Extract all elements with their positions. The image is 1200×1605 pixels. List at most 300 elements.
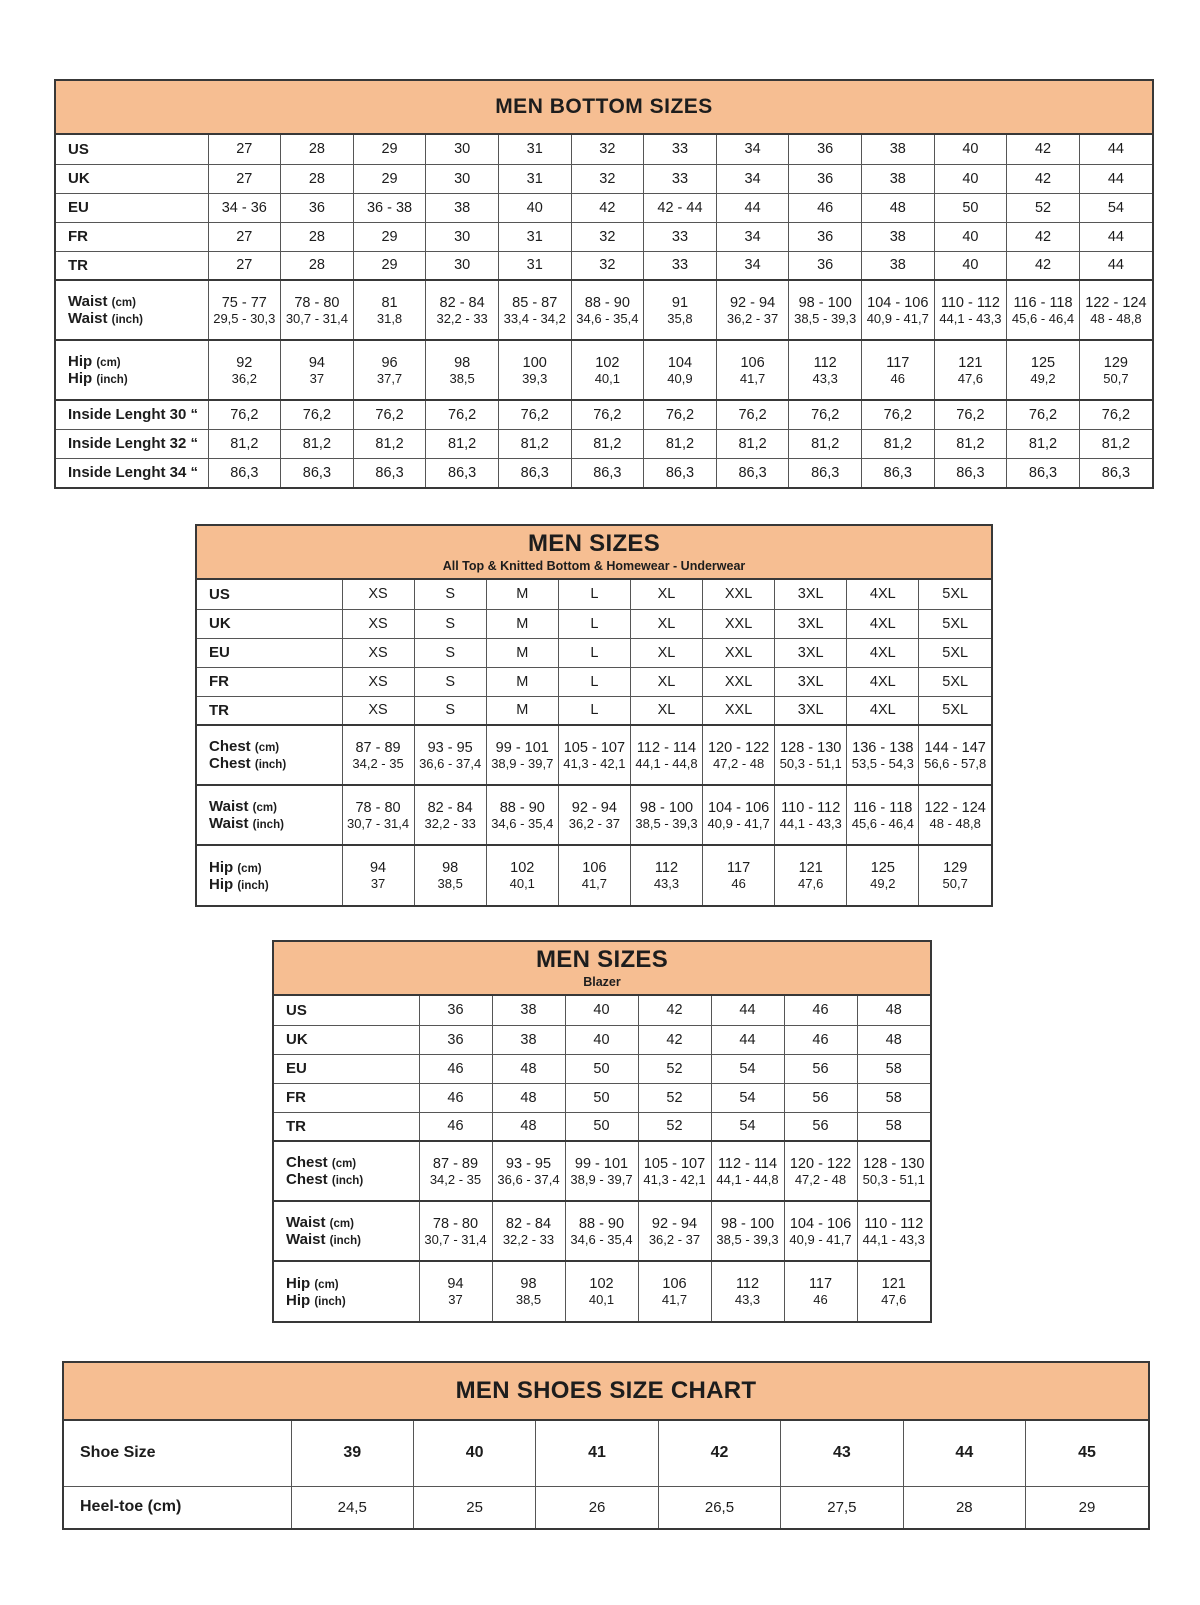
table-cell: 48 bbox=[857, 1025, 930, 1054]
cell-value: 116 - 118 bbox=[1013, 294, 1073, 311]
table-cell: 26 bbox=[536, 1486, 658, 1528]
cell-value: 46 bbox=[813, 1292, 828, 1307]
table-cell: XL bbox=[630, 696, 702, 725]
table-cell: 36 bbox=[789, 251, 862, 280]
table-cell: 58 bbox=[857, 1112, 930, 1141]
table-cell: 4XL bbox=[847, 696, 919, 725]
unit-label: (cm) bbox=[329, 1218, 354, 1230]
unit-label: (cm) bbox=[331, 1158, 357, 1170]
cell-value: 102 bbox=[510, 860, 535, 876]
table-cell bbox=[498, 280, 571, 340]
table-cell: 40 bbox=[934, 135, 1007, 164]
cell-value: 38,5 bbox=[449, 370, 475, 386]
table-cell: 5XL bbox=[919, 580, 991, 609]
cell-value: 40,1 bbox=[594, 370, 620, 386]
cell-value: 34,2 - 35 bbox=[429, 1171, 482, 1187]
row-label-line: Waist (cm) bbox=[286, 1214, 354, 1231]
table-cell: 4XL bbox=[847, 580, 919, 609]
table-cell: 52 bbox=[1007, 193, 1080, 222]
table-row bbox=[197, 638, 991, 667]
table-cell: 4XL bbox=[847, 667, 919, 696]
table-row-group bbox=[274, 1201, 930, 1261]
cell-value: 110 - 112 bbox=[781, 799, 841, 816]
row-label bbox=[56, 340, 208, 400]
table-cell: 28 bbox=[903, 1486, 1025, 1528]
table-cell: M bbox=[486, 580, 558, 609]
cell-value: 38,5 - 39,3 bbox=[794, 310, 857, 326]
table-row bbox=[56, 458, 1152, 487]
table-cell: XXL bbox=[703, 696, 775, 725]
table-cell: 54 bbox=[711, 1054, 784, 1083]
table-cell bbox=[861, 280, 934, 340]
cell-value: 44,1 - 43,3 bbox=[862, 1231, 925, 1247]
row-label-line: Hip (cm) bbox=[209, 858, 262, 876]
cell-value: 30,7 - 31,4 bbox=[424, 1231, 487, 1247]
men-sizes-top-table-grid bbox=[197, 580, 991, 905]
cell-value: 36,2 - 37 bbox=[568, 815, 621, 831]
table-cell: 5XL bbox=[919, 609, 991, 638]
row-label: TR bbox=[274, 1112, 419, 1141]
table-cell bbox=[353, 280, 426, 340]
table-cell: 76,2 bbox=[789, 400, 862, 429]
row-label: Inside Lenght 32 “ bbox=[56, 429, 208, 458]
cell-value: 106 bbox=[662, 1276, 687, 1292]
cell-value: 128 - 130 bbox=[780, 739, 842, 756]
cell-value: 102 bbox=[589, 1276, 614, 1292]
cell-value: 48 - 48,8 bbox=[929, 815, 981, 831]
table-cell: S bbox=[414, 696, 486, 725]
table-cell: 48 bbox=[492, 1083, 565, 1112]
table-cell bbox=[934, 340, 1007, 400]
table-cell: 56 bbox=[784, 1054, 857, 1083]
row-label: EU bbox=[197, 638, 342, 667]
table-cell: 81,2 bbox=[934, 429, 1007, 458]
row-label-line: Waist (inch) bbox=[68, 310, 143, 327]
cell-value: 40,1 bbox=[509, 876, 535, 891]
table-cell: S bbox=[414, 638, 486, 667]
table-cell: 30 bbox=[426, 251, 499, 280]
row-label: UK bbox=[197, 609, 342, 638]
cell-value: 112 - 114 bbox=[636, 739, 697, 756]
table-cell bbox=[919, 785, 991, 845]
table-cell bbox=[492, 1201, 565, 1261]
cell-value: 96 bbox=[381, 354, 398, 371]
cell-value: 41,7 bbox=[661, 1292, 688, 1307]
table-cell: 52 bbox=[638, 1083, 711, 1112]
cell-value: 47,6 bbox=[957, 370, 984, 386]
table-cell: 38 bbox=[861, 164, 934, 193]
cell-value: 37 bbox=[309, 370, 325, 386]
table-cell: 86,3 bbox=[1079, 458, 1152, 487]
cell-value: 40,9 - 41,7 bbox=[789, 1231, 852, 1247]
cell-value: 34,2 - 35 bbox=[352, 755, 404, 771]
table-cell bbox=[414, 845, 486, 905]
row-label: Inside Lenght 34 “ bbox=[56, 458, 208, 487]
table-cell bbox=[716, 340, 789, 400]
table-cell: 81,2 bbox=[644, 429, 717, 458]
cell-value: 104 - 106 bbox=[789, 1215, 852, 1232]
table-cell bbox=[419, 1141, 492, 1201]
table-cell: 76,2 bbox=[1007, 400, 1080, 429]
table-cell: L bbox=[558, 696, 630, 725]
table-cell: 45 bbox=[1026, 1421, 1148, 1486]
cell-value: 31,8 bbox=[376, 310, 403, 326]
table-cell: S bbox=[414, 667, 486, 696]
row-label: Shoe Size bbox=[64, 1421, 291, 1486]
table-cell: 44 bbox=[1079, 222, 1152, 251]
cell-value: 38,9 - 39,7 bbox=[570, 1171, 633, 1187]
cell-value: 37 bbox=[370, 876, 386, 891]
cell-value: 112 bbox=[813, 354, 837, 371]
table-cell: 41 bbox=[536, 1421, 658, 1486]
table-cell bbox=[558, 785, 630, 845]
unit-label: (cm) bbox=[96, 357, 121, 369]
table-cell bbox=[784, 1261, 857, 1321]
cell-value: 32,2 - 33 bbox=[502, 1231, 555, 1247]
table-cell: 44 bbox=[1079, 164, 1152, 193]
table-cell bbox=[919, 725, 991, 785]
cell-value: 40,1 bbox=[588, 1292, 615, 1307]
table-cell: 31 bbox=[498, 164, 571, 193]
table-row bbox=[56, 429, 1152, 458]
cell-value: 36,2 - 37 bbox=[726, 310, 779, 326]
table-cell: 27 bbox=[208, 222, 281, 251]
table-cell: XS bbox=[342, 638, 414, 667]
cell-value: 78 - 80 bbox=[432, 1215, 479, 1232]
table-cell bbox=[703, 725, 775, 785]
table-cell bbox=[342, 785, 414, 845]
table-row-group bbox=[274, 1261, 930, 1321]
table-cell: 32 bbox=[571, 222, 644, 251]
table-cell bbox=[208, 340, 281, 400]
cell-value: 50,3 - 51,1 bbox=[862, 1171, 925, 1187]
unit-label: (inch) bbox=[252, 819, 284, 831]
cell-value: 46 bbox=[731, 876, 746, 891]
table-row bbox=[56, 135, 1152, 164]
table-cell: 52 bbox=[638, 1112, 711, 1141]
men-shoes-size-chart-table-grid bbox=[64, 1421, 1148, 1528]
cell-value: 121 bbox=[958, 354, 983, 371]
table-row bbox=[64, 1421, 1148, 1486]
table-cell: 42 bbox=[571, 193, 644, 222]
table-cell bbox=[638, 1201, 711, 1261]
cell-value: 94 bbox=[369, 860, 387, 876]
table-subtitle: Blazer bbox=[583, 975, 621, 990]
cell-value: 92 - 94 bbox=[571, 799, 617, 816]
table-cell: 42 bbox=[658, 1421, 780, 1486]
cell-value: 129 bbox=[1103, 354, 1128, 371]
table-cell: 3XL bbox=[775, 609, 847, 638]
table-cell: 34 bbox=[716, 222, 789, 251]
table-cell: 30 bbox=[426, 222, 499, 251]
table-cell: XS bbox=[342, 609, 414, 638]
table-cell: 44 bbox=[716, 193, 789, 222]
table-cell: 46 bbox=[784, 1025, 857, 1054]
cell-value: 37,7 bbox=[376, 370, 403, 386]
cell-value: 92 - 94 bbox=[651, 1215, 698, 1232]
unit-label: (inch) bbox=[111, 314, 143, 326]
table-row bbox=[56, 400, 1152, 429]
cell-value: 94 bbox=[447, 1276, 464, 1292]
cell-value: 122 - 124 bbox=[924, 799, 986, 816]
table-cell bbox=[638, 1261, 711, 1321]
cell-value: 48 - 48,8 bbox=[1090, 310, 1142, 326]
table-cell: 25 bbox=[413, 1486, 535, 1528]
table-cell: XXL bbox=[703, 609, 775, 638]
table-cell: 76,2 bbox=[426, 400, 499, 429]
table-title: MEN SIZES bbox=[535, 945, 669, 973]
table-cell: 81,2 bbox=[1079, 429, 1152, 458]
table-cell bbox=[353, 340, 426, 400]
cell-value: 110 - 112 bbox=[940, 294, 1000, 311]
cell-value: 112 bbox=[735, 1276, 760, 1292]
row-label: EU bbox=[274, 1054, 419, 1083]
cell-value: 38,5 - 39,3 bbox=[635, 815, 698, 831]
row-label-line: Waist (cm) bbox=[68, 293, 136, 310]
table-cell bbox=[208, 280, 281, 340]
row-label-line: Chest (cm) bbox=[209, 738, 280, 755]
row-label-line: Hip (inch) bbox=[68, 370, 128, 387]
row-label-line: Hip (inch) bbox=[209, 875, 269, 893]
table-cell: 81,2 bbox=[281, 429, 354, 458]
cell-value: 47,2 - 48 bbox=[712, 755, 765, 771]
table-cell: 86,3 bbox=[716, 458, 789, 487]
table-row bbox=[56, 222, 1152, 251]
cell-value: 36,6 - 37,4 bbox=[497, 1171, 560, 1187]
table-cell bbox=[571, 340, 644, 400]
table-cell: 36 - 38 bbox=[353, 193, 426, 222]
table-cell: 42 bbox=[1007, 222, 1080, 251]
cell-value: 144 - 147 bbox=[924, 739, 986, 756]
cell-value: 104 - 106 bbox=[707, 799, 770, 816]
table-cell: XS bbox=[342, 696, 414, 725]
table-cell: 40 bbox=[934, 164, 1007, 193]
cell-value: 78 - 80 bbox=[294, 294, 340, 311]
cell-value: 92 bbox=[236, 354, 253, 371]
cell-value: 121 bbox=[798, 860, 823, 876]
table-cell: 81,2 bbox=[208, 429, 281, 458]
table-cell: 29 bbox=[353, 135, 426, 164]
table-cell bbox=[789, 280, 862, 340]
table-cell bbox=[342, 845, 414, 905]
cell-value: 38,5 - 39,3 bbox=[716, 1231, 779, 1247]
table-cell: 33 bbox=[644, 251, 717, 280]
table-cell: 86,3 bbox=[498, 458, 571, 487]
cell-value: 53,5 - 54,3 bbox=[851, 755, 914, 771]
table-cell: 42 bbox=[1007, 251, 1080, 280]
table-cell: 29 bbox=[353, 251, 426, 280]
table-cell bbox=[565, 1261, 638, 1321]
cell-value: 110 - 112 bbox=[864, 1215, 924, 1232]
table-cell: 76,2 bbox=[498, 400, 571, 429]
cell-value: 117 bbox=[727, 860, 751, 876]
table-cell: 42 bbox=[1007, 135, 1080, 164]
cell-value: 30,7 - 31,4 bbox=[346, 815, 410, 831]
table-cell: 54 bbox=[711, 1083, 784, 1112]
cell-value: 120 - 122 bbox=[707, 739, 770, 756]
cell-value: 47,2 - 48 bbox=[794, 1171, 847, 1187]
table-cell: 44 bbox=[711, 996, 784, 1025]
table-cell: 46 bbox=[419, 1083, 492, 1112]
table-cell bbox=[861, 340, 934, 400]
table-cell bbox=[558, 845, 630, 905]
table-cell: 40 bbox=[934, 222, 1007, 251]
cell-value: 38,5 bbox=[515, 1292, 542, 1307]
cell-value: 88 - 90 bbox=[499, 799, 545, 816]
table-cell: L bbox=[558, 667, 630, 696]
table-cell: 46 bbox=[784, 996, 857, 1025]
table-cell bbox=[492, 1141, 565, 1201]
row-label bbox=[56, 280, 208, 340]
table-cell: 86,3 bbox=[934, 458, 1007, 487]
table-cell: 33 bbox=[644, 164, 717, 193]
row-label: Heel-toe (cm) bbox=[64, 1486, 291, 1528]
table-cell: 36 bbox=[419, 996, 492, 1025]
table-cell bbox=[919, 845, 991, 905]
table-row-group bbox=[197, 725, 991, 785]
table-row-group bbox=[274, 1141, 930, 1201]
unit-label: (cm) bbox=[252, 802, 277, 814]
table-row bbox=[64, 1486, 1148, 1528]
row-label: Inside Lenght 30 “ bbox=[56, 400, 208, 429]
table-cell: 81,2 bbox=[789, 429, 862, 458]
cell-value: 40,9 - 41,7 bbox=[866, 310, 929, 326]
table-cell: 81,2 bbox=[498, 429, 571, 458]
table-row bbox=[274, 996, 930, 1025]
table-row bbox=[274, 1025, 930, 1054]
table-cell: 43 bbox=[781, 1421, 903, 1486]
table-cell: 56 bbox=[784, 1112, 857, 1141]
table-cell: 28 bbox=[281, 222, 354, 251]
cell-value: 41,7 bbox=[581, 876, 608, 891]
table-cell: 46 bbox=[419, 1112, 492, 1141]
table-cell: 38 bbox=[492, 996, 565, 1025]
table-cell bbox=[419, 1261, 492, 1321]
table-cell: 76,2 bbox=[1079, 400, 1152, 429]
table-cell bbox=[419, 1201, 492, 1261]
row-label-line: Hip (inch) bbox=[286, 1291, 346, 1309]
table-cell: 28 bbox=[281, 164, 354, 193]
cell-value: 38,9 - 39,7 bbox=[491, 755, 554, 771]
cell-value: 36,2 - 37 bbox=[648, 1231, 701, 1247]
table-cell bbox=[426, 340, 499, 400]
cell-value: 43,3 bbox=[734, 1292, 761, 1307]
table-cell: 27,5 bbox=[781, 1486, 903, 1528]
table-cell: 31 bbox=[498, 135, 571, 164]
table-cell: 38 bbox=[861, 251, 934, 280]
table-cell bbox=[784, 1141, 857, 1201]
table-row bbox=[274, 1112, 930, 1141]
cell-value: 98 bbox=[442, 860, 459, 876]
table-cell: 33 bbox=[644, 222, 717, 251]
table-cell: 76,2 bbox=[934, 400, 1007, 429]
table-row bbox=[56, 193, 1152, 222]
row-label-line: Chest (inch) bbox=[286, 1171, 364, 1188]
table-cell: XXL bbox=[703, 580, 775, 609]
cell-value: 47,6 bbox=[881, 1292, 907, 1307]
table-cell: 58 bbox=[857, 1054, 930, 1083]
men-sizes-blazer-table-grid bbox=[274, 996, 930, 1321]
table-cell: 50 bbox=[565, 1054, 638, 1083]
table-cell bbox=[716, 280, 789, 340]
cell-value: 82 - 84 bbox=[439, 294, 485, 311]
table-cell bbox=[703, 845, 775, 905]
table-subtitle: All Top & Knitted Bottom & Homewear - Underwear bbox=[442, 559, 746, 574]
table-cell: 81,2 bbox=[861, 429, 934, 458]
row-label: FR bbox=[197, 667, 342, 696]
table-cell bbox=[789, 340, 862, 400]
unit-label: (inch) bbox=[96, 374, 128, 386]
cell-value: 99 - 101 bbox=[495, 739, 549, 756]
table-cell: 5XL bbox=[919, 667, 991, 696]
men-bottom-sizes-table-grid bbox=[56, 135, 1152, 487]
table-cell: 40 bbox=[413, 1421, 535, 1486]
cell-value: 88 - 90 bbox=[578, 1215, 625, 1232]
table-cell bbox=[486, 785, 558, 845]
men-bottom-sizes-table-header bbox=[56, 81, 1152, 135]
cell-value: 106 bbox=[582, 860, 607, 876]
table-cell: 46 bbox=[419, 1054, 492, 1083]
cell-value: 75 - 77 bbox=[221, 294, 267, 311]
table-cell: 86,3 bbox=[861, 458, 934, 487]
table-cell: 48 bbox=[492, 1054, 565, 1083]
cell-value: 41,3 - 42,1 bbox=[563, 755, 626, 771]
table-cell: 86,3 bbox=[353, 458, 426, 487]
table-cell: 40 bbox=[565, 996, 638, 1025]
cell-value: 33,4 - 34,2 bbox=[503, 310, 566, 326]
table-cell bbox=[414, 725, 486, 785]
table-cell bbox=[492, 1261, 565, 1321]
cell-value: 50,7 bbox=[942, 876, 968, 891]
table-cell: L bbox=[558, 580, 630, 609]
cell-value: 93 - 95 bbox=[427, 739, 473, 756]
table-cell bbox=[281, 280, 354, 340]
unit-label: (cm) bbox=[314, 1278, 339, 1291]
table-cell: 36 bbox=[789, 222, 862, 251]
cell-value: 92 - 94 bbox=[729, 294, 776, 311]
men-bottom-sizes-table bbox=[54, 79, 1154, 489]
table-cell bbox=[847, 725, 919, 785]
cell-value: 81 bbox=[381, 294, 398, 311]
table-cell: XXL bbox=[703, 638, 775, 667]
row-label: TR bbox=[197, 696, 342, 725]
cell-value: 50,3 - 51,1 bbox=[779, 755, 842, 771]
table-cell: 31 bbox=[498, 251, 571, 280]
table-cell: XXL bbox=[703, 667, 775, 696]
table-cell bbox=[644, 280, 717, 340]
table-cell: 86,3 bbox=[644, 458, 717, 487]
table-cell: 3XL bbox=[775, 667, 847, 696]
table-cell: 29 bbox=[1026, 1486, 1148, 1528]
row-label bbox=[274, 1201, 419, 1261]
table-cell bbox=[847, 785, 919, 845]
table-cell: 27 bbox=[208, 251, 281, 280]
unit-label: (inch) bbox=[237, 879, 269, 892]
table-cell: 81,2 bbox=[353, 429, 426, 458]
table-cell: 50 bbox=[565, 1112, 638, 1141]
cell-value: 88 - 90 bbox=[584, 294, 630, 311]
row-label bbox=[274, 1261, 419, 1321]
cell-value: 30,7 - 31,4 bbox=[285, 310, 348, 326]
cell-value: 29,5 - 30,3 bbox=[213, 310, 276, 326]
row-label-line: Hip (cm) bbox=[68, 353, 121, 370]
men-shoes-size-chart-table-header bbox=[64, 1363, 1148, 1421]
cell-value: 78 - 80 bbox=[355, 799, 401, 816]
table-cell: 34 bbox=[716, 251, 789, 280]
table-cell: 76,2 bbox=[571, 400, 644, 429]
table-cell: 76,2 bbox=[716, 400, 789, 429]
cell-value: 91 bbox=[671, 294, 689, 311]
